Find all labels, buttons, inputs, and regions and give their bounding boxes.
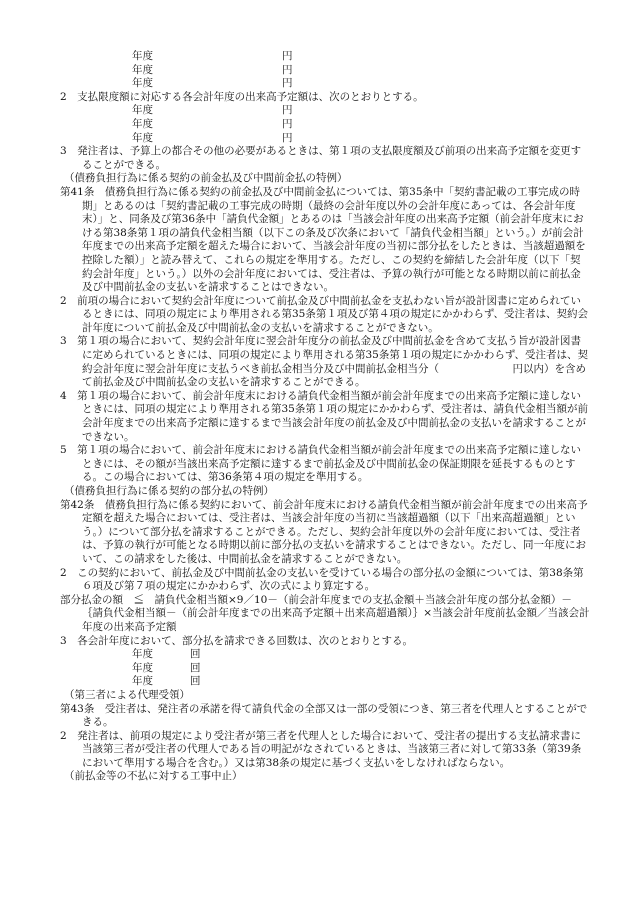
article-42-para-3: 3 各会計年度において、部分払を請求できる回数は、次のとおりとする。 [60, 634, 413, 647]
section-caption: （前払金等の不払に対する工事中止） [64, 770, 243, 783]
article-43-para-2: 2 発注者は、前項の規定により受注者が第三者を代理人とした場合において、受注者の提出する支払請求書に当該第三者が受注者の代理人である旨の明記がなされているときは、当該第三者に対して第33条（第39条において準用する場合を含む。）又は第38条の規定に基づく支払いをしなければならない。 [60, 729, 582, 769]
article-42-para-2: 2 この契約において、前払金及び中間前払金の支払いを受けている場合の部分払の金額については、第38条第６項及び第７項の規定にかかわらず、次の式により算定する。 [60, 566, 584, 593]
yen-unit: 円 [282, 117, 293, 130]
paragraph-3: 3 発注者は、予算上の都合その他の必要があるときは、第１項の支払限度額及び前項の出来高予定額を変更することができる。 [60, 145, 582, 171]
year-amount-row [60, 118, 590, 132]
article-41-para-4: 4 第１項の場合において、前会計年度末における請負代金相当額が前会計年度までの出来高予定額に達しないときには、同項の規定により準用される第35条第１項の規定にかかわらず、受注者は、請負代金相当額が前会計年度までの出来高予定額に達するまで当該会計年度の前払金及び中間前払金の支払いを請求することができない。 [60, 389, 589, 443]
article-41-para-5: 5 第１項の場合において、前会計年度末における請負代金相当額が前会計年度までの出来高予定額に達しないときには、その額が当該出来高予定額に達するまで前払金及び中間前払金の保証期限を延長するものとする。この場合においては、第36条第４項の規定を準用する。 [60, 444, 581, 484]
section-caption: （第三者による代理受領） [64, 688, 190, 701]
year-amount-row [60, 64, 590, 78]
yen-unit: 円 [282, 131, 293, 144]
count-unit: 回 [190, 675, 201, 688]
year-label: 年度 [132, 63, 153, 76]
count-unit: 回 [190, 661, 201, 674]
count-unit: 回 [190, 648, 201, 661]
yen-unit: 円 [282, 77, 293, 90]
yen-unit: 円 [282, 104, 293, 117]
article-41-para-3: 3 第１項の場合において、契約会計年度に翌会計年度分の前払金及び中間前払金を含めて支払う旨が設計図書に定められているときには、同項の規定により準用される第35条第１項の規定にかかわらず、受注者は、契約会計年度に翌会計年度に支払うべき前払金相当分及び中間前払金相当分（ 円以内）を含めて前払金及び中間前払金の支払いを請求することができる。 [60, 335, 589, 389]
formula: 部分払金の額 ≦ 請負代金相当額×9／10－（前会計年度までの支払金額＋当該会計年度の部分払金額）－｛請負代金相当額－（前会計年度までの出来高予定額＋出来高超過額）｝×当該会計年度前払金額／当該会計年度の出来高予定額 [60, 593, 590, 633]
year-label: 年度 [132, 661, 153, 674]
year-count-row [60, 648, 590, 662]
year-label: 年度 [132, 648, 153, 661]
year-label: 年度 [132, 131, 153, 144]
year-label: 年度 [132, 675, 153, 688]
year-amount-row [60, 77, 590, 91]
section-caption: （債務負担行為に係る契約の前金払及び中間前金払の特例） [64, 172, 348, 185]
year-label: 年度 [132, 117, 153, 130]
article-41-para-2: 2 前項の場合において契約会計年度について前払金及び中間前払金を支払わない旨が設計図書に定められているときには、同項の規定により準用される第35条第１項及び第４項の規定にかかわらず、受注者は、契約会計年度について前払金及び中間前払金の支払いを請求することができない。 [60, 294, 589, 334]
paragraph-2: 2 支払限度額に対応する各会計年度の出来高予定額は、次のとおりとする。 [60, 90, 424, 103]
year-amount-row [60, 50, 590, 64]
article-41: 第41条 債務負担行為に係る契約の前金払及び中間前金払については、第35条中「契約書記載の工事完成の時期」とあるのは「契約書記載の工事完成の時期（最終の会計年度以外の会計年度にあっては、各会計年度末）」と、同条及び第36条中「請負代金額」とあるのは「当該会計年度の出来高予定額（前会計年度末における第38条第１項の請負代金相当額（以下この条及び次条において「請負代金相当額」という。）が前会計年度までの出来高予定額を超えた場合において、当該会計年度の当初に部分払をしたときは、当該超過額を控除した額）」と読み替えて、これらの規定を準用する。ただし、この契約を締結した会計年度（以下「契約会計年度」という。）以外の会計年度においては、受注者は、予算の執行が可能となる時期以前に前払金及び中間前払金の支払いを請求することはできない。 [60, 185, 586, 294]
yen-unit: 円 [282, 63, 293, 76]
year-amount-row [60, 104, 590, 118]
section-caption: （債務負担行為に係る契約の部分払の特例） [64, 485, 274, 497]
yen-unit: 円 [282, 50, 293, 62]
year-label: 年度 [132, 104, 153, 117]
year-label: 年度 [132, 50, 153, 62]
year-amount-row [60, 132, 590, 146]
year-count-row [60, 675, 590, 689]
year-count-row [60, 662, 590, 676]
article-43: 第43条 受注者は、発注者の承諾を得て請負代金の全部又は一部の受領につき、第三者を代理人とすることができる。 [60, 702, 588, 729]
article-42: 第42条 債務負担行為に係る契約において、前会計年度末における請負代金相当額が前会計年度までの出来高予定額を超えた場合においては、受注者は、当該会計年度の当初に当該超過額（以下「出来高超過額」という。）について部分払を請求することができる。ただし、契約会計年度以外の会計年度においては、受注者は、予算の執行が可能となる時期以前に部分払の支払いを請求することはできない。ただし、同一年度において、この請求をした後は、中間前払金を請求することができない。 [60, 498, 588, 565]
year-label: 年度 [132, 77, 153, 90]
